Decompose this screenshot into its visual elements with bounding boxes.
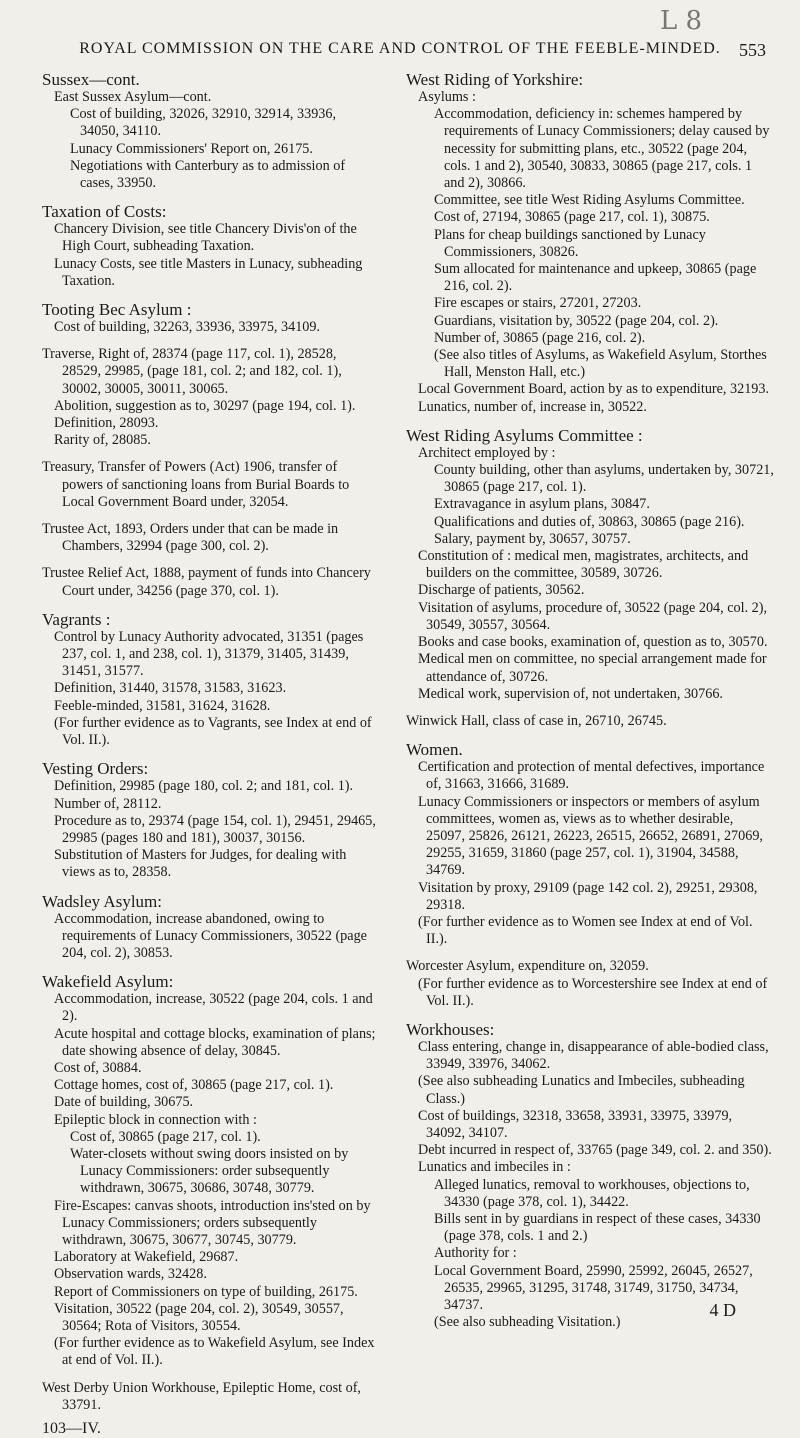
index-entry: Trustee Act, 1893, Orders under that can be made in Chambers, 32994 (page 300, col. 2). — [42, 521, 339, 555]
index-entry: Authority for : — [434, 1245, 517, 1262]
index-entry: (For further evidence as to Wakefield Asylum, see Index at end of Vol. II.). — [54, 1335, 375, 1369]
index-entry: Sum allocated for maintenance and upkeep, 30865 (page 216, col. 2). — [434, 261, 757, 295]
index-entry: Qualifications and duties of, 30863, 30865 (page 216). — [434, 513, 745, 530]
index-entry: (See also subheading Lunatics and Imbeciles, subheading Class.) — [418, 1073, 745, 1107]
index-heading: West Riding Asylums Committee : — [406, 425, 643, 445]
entry-gap — [42, 511, 378, 521]
index-entry: Architect employed by : — [418, 444, 556, 461]
entry-gap — [42, 290, 378, 300]
index-entry: Cost of buildings, 32318, 33658, 33931, 33975, 33979, 34092, 34107. — [418, 1107, 733, 1141]
index-entry: Chancery Division, see title Chancery Divis'on of the High Court, subheading Taxation. — [54, 221, 357, 255]
index-entry: Lunatics and imbeciles in : — [418, 1159, 571, 1176]
entry-gap — [42, 192, 378, 202]
index-heading: Women. — [406, 740, 463, 760]
index-entry: Abolition, suggestion as to, 30297 (page 194, col. 1). — [54, 397, 356, 414]
index-entry: Date of building, 30675. — [54, 1094, 194, 1111]
entry-gap — [42, 749, 378, 759]
index-entry: Cottage homes, cost of, 30865 (page 217, col. 1). — [54, 1077, 334, 1094]
index-entry: Epileptic block in connection with : — [54, 1111, 257, 1128]
index-entry: Accommodation, deficiency in: schemes hampered by requirements of Lunacy Commissioners; delay caused by necessity for submitting plans, etc., 30522 (page 204, cols. 1 and 2), 30540, 30833, 30865 (page 217, cols. 1 and 2), 30866. — [434, 106, 770, 192]
index-heading: Wadsley Asylum: — [42, 891, 162, 911]
index-entry: Accommodation, increase, 30522 (page 204, cols. 1 and 2). — [54, 991, 373, 1025]
index-entry: Worcester Asylum, expenditure on, 32059. — [406, 958, 649, 975]
index-entry: Visitation, 30522 (page 204, col. 2), 30549, 30557, 30564; Rota of Visitors, 30554. — [54, 1300, 344, 1334]
index-entry: Cost of, 27194, 30865 (page 217, col. 1), 30875. — [434, 209, 710, 226]
index-entry: Fire escapes or stairs, 27201, 27203. — [434, 295, 642, 312]
index-entry: (See also titles of Asylums, as Wakefield Asylum, Storthes Hall, Menston Hall, etc.) — [434, 347, 767, 381]
index-heading: Taxation of Costs: — [42, 202, 167, 222]
index-entry: Observation wards, 32428. — [54, 1266, 207, 1283]
index-entry: Discharge of patients, 30562. — [418, 582, 585, 599]
index-entry: Plans for cheap buildings sanctioned by Lunacy Commissioners, 30826. — [434, 226, 706, 260]
index-entry: Number of, 28112. — [54, 795, 162, 812]
index-entry: Medical work, supervision of, not undertaken, 30766. — [418, 685, 723, 702]
index-entry: Lunacy Commissioners or inspectors or members of asylum committees, women as, views as to whether desirable, 25097, 25826, 26121, 26223, 26515, 26652, 26891, 27069, 29255, 31659, 31860 (page 257, col. 1), 31904, 34588, 34769. — [418, 793, 763, 879]
index-heading: West Riding of Yorkshire: — [406, 70, 584, 89]
entry-gap — [42, 449, 378, 459]
index-entry: Asylums : — [418, 89, 476, 105]
index-entry: (See also subheading Visitation.) — [434, 1314, 621, 1331]
entry-gap — [42, 336, 378, 346]
index-entry: Visitation by proxy, 29109 (page 142 col. 2), 29251, 29308, 29318. — [418, 879, 758, 913]
index-entry: Substitution of Masters for Judges, for dealing with views as to, 28358. — [54, 847, 347, 881]
index-entry: Trustee Relief Act, 1888, payment of funds into Chancery Court under, 34256 (page 370, col. 1). — [42, 565, 371, 599]
index-entry: Lunatics, number of, increase in, 30522. — [418, 398, 647, 415]
entry-gap — [406, 416, 774, 426]
entry-gap — [406, 948, 774, 958]
index-entry: Cost of, 30884. — [54, 1059, 142, 1076]
index-entry: Medical men on committee, no special arrangement made for attendance of, 30726. — [418, 651, 767, 685]
index-entry: Definition, 29985 (page 180, col. 2; and 181, col. 1). — [54, 778, 354, 795]
index-entry: Traverse, Right of, 28374 (page 117, col. 1), 28528, 28529, 29985, (page 181, col. 2; and 182, col. 1), 30002, 30005, 30011, 30065. — [42, 346, 342, 397]
index-heading: Wakefield Asylum: — [42, 972, 174, 992]
index-entry: (For further evidence as to Vagrants, see Index at end of Vol. II.). — [54, 714, 372, 749]
index-entry: Feeble-minded, 31581, 31624, 31628. — [54, 697, 271, 714]
index-entry: Cost of building, 32263, 33936, 33975, 34109. — [54, 319, 321, 336]
index-entry: Lunacy Commissioners' Report on, 26175. — [70, 140, 313, 157]
index-entry: Lunacy Costs, see title Masters in Lunacy, subheading Taxation. — [54, 255, 363, 289]
index-entry: Laboratory at Wakefield, 29687. — [54, 1249, 239, 1266]
index-entry: Negotiations with Canterbury as to admission of cases, 33950. — [70, 157, 346, 192]
index-entry: Control by Lunacy Authority advocated, 31351 (pages 237, col. 1, and 238, col. 1), 31379, 31405, 31439, 31451, 31577. — [54, 628, 364, 680]
index-entry: County building, other than asylums, undertaken by, 30721, 30865 (page 217, col. 1). — [434, 462, 774, 496]
index-entry: Committee, see title West Riding Asylums Committee. — [434, 192, 745, 209]
index-entry: Constitution of : medical men, magistrates, architects, and builders on the committee, 30589, 30726. — [418, 548, 749, 582]
left-column — [42, 70, 378, 1438]
index-entry: Water-closets without swing doors insisted on by Lunacy Commissioners: order subsequently withdrawn, 30675, 30686, 30748, 30779. — [70, 1145, 349, 1197]
index-entry: Acute hospital and cottage blocks, examination of plans; date showing absence of delay, 30845. — [54, 1025, 376, 1059]
index-entry: Procedure as to, 29374 (page 154, col. 1), 29451, 29465, 29985 (pages 180 and 181), 30037, 30156. — [54, 812, 376, 846]
index-entry: (For further evidence as to Worcestershire see Index at end of Vol. II.). — [418, 975, 768, 1009]
index-entry: Certification and protection of mental defectives, importance of, 31663, 31666, 31689. — [418, 759, 765, 793]
index-entry: Rarity of, 28085. — [54, 432, 151, 449]
index-heading: Workhouses: — [406, 1019, 495, 1039]
index-entry: Cost of building, 32026, 32910, 32914, 33936, 34050, 34110. — [70, 106, 337, 140]
entry-gap — [42, 555, 378, 565]
index-entry: Winwick Hall, class of case in, 26710, 26745. — [406, 712, 667, 729]
index-heading: Sussex—cont. — [42, 70, 140, 89]
index-entry: Accommodation, increase abandoned, owing to requirements of Lunacy Commissioners, 30522 (page 204, col. 2), 30853. — [54, 910, 367, 961]
entry-gap — [42, 1370, 378, 1380]
index-entry: (For further evidence as to Women see Index at end of Vol. II.). — [418, 913, 753, 948]
index-entry: Class entering, change in, disappearance of able-bodied class, 33949, 33976, 34062. — [418, 1038, 769, 1073]
entry-gap — [406, 1010, 774, 1020]
index-heading: Vesting Orders: — [42, 759, 149, 779]
index-entry: Cost of, 30865 (page 217, col. 1). — [70, 1128, 261, 1145]
index-entry: Visitation of asylums, procedure of, 30522 (page 204, col. 2), 30549, 30557, 30564. — [418, 599, 768, 633]
index-entry: Bills sent in by guardians in respect of these cases, 34330 (page 378, cols. 1 and 2.) — [434, 1210, 761, 1245]
index-entry: Local Government Board, 25990, 25992, 26045, 26527, 26535, 29965, 31295, 31748, 31749, 31750, 34734, 34737. — [434, 1262, 753, 1313]
index-entry: West Derby Union Workhouse, Epileptic Home, cost of, 33791. — [42, 1379, 361, 1413]
index-entry: Definition, 31440, 31578, 31583, 31623. — [54, 680, 287, 697]
index-entry: Salary, payment by, 30657, 30757. — [434, 530, 631, 547]
entry-gap — [406, 730, 774, 740]
index-entry: Definition, 28093. — [54, 415, 159, 432]
page-number: 553 — [739, 40, 766, 60]
index-entry: Treasury, Transfer of Powers (Act) 1906, transfer of powers of sanctioning loans from Burial Boards to Local Government Board under, 32054. — [42, 459, 350, 510]
index-heading: Tooting Bec Asylum : — [42, 300, 192, 320]
index-entry: Debt incurred in respect of, 33765 (page 349, col. 2. and 350). — [418, 1142, 772, 1159]
index-entry: Report of Commissioners on type of building, 26175. — [54, 1283, 358, 1300]
index-entry: Extravagance in asylum plans, 30847. — [434, 496, 650, 513]
index-entry: East Sussex Asylum—cont. — [54, 89, 212, 105]
entry-gap — [42, 600, 378, 610]
index-entry: Local Government Board, action by as to expenditure, 32193. — [418, 381, 770, 398]
entry-gap — [406, 703, 774, 713]
running-head: ROYAL COMMISSION ON THE CARE AND CONTROL OF THE FEEBLE-MINDED. — [79, 40, 721, 57]
index-entry: Books and case books, examination of, question as to, 30570. — [418, 634, 768, 651]
index-entry: Number of, 30865 (page 216, col. 2). — [434, 329, 646, 346]
index-entry: Guardians, visitation by, 30522 (page 204, col. 2). — [434, 312, 719, 329]
print-code: 103—IV. — [42, 1420, 101, 1437]
index-heading: Vagrants : — [42, 609, 111, 629]
entry-gap — [42, 962, 378, 972]
index-entry: Alleged lunatics, removal to workhouses, objections to, 34330 (page 378, col. 1), 34422. — [434, 1176, 750, 1210]
signature-mark: 4 D — [709, 1300, 736, 1320]
entry-gap — [42, 882, 378, 892]
corner-mark: L 8 — [660, 6, 703, 36]
index-entry: Fire-Escapes: canvas shoots, introduction ins'sted on by Lunacy Commissioners; orders subsequently withdrawn, 30675, 30677, 30745, 30779. — [54, 1197, 371, 1248]
right-column — [406, 70, 774, 1331]
